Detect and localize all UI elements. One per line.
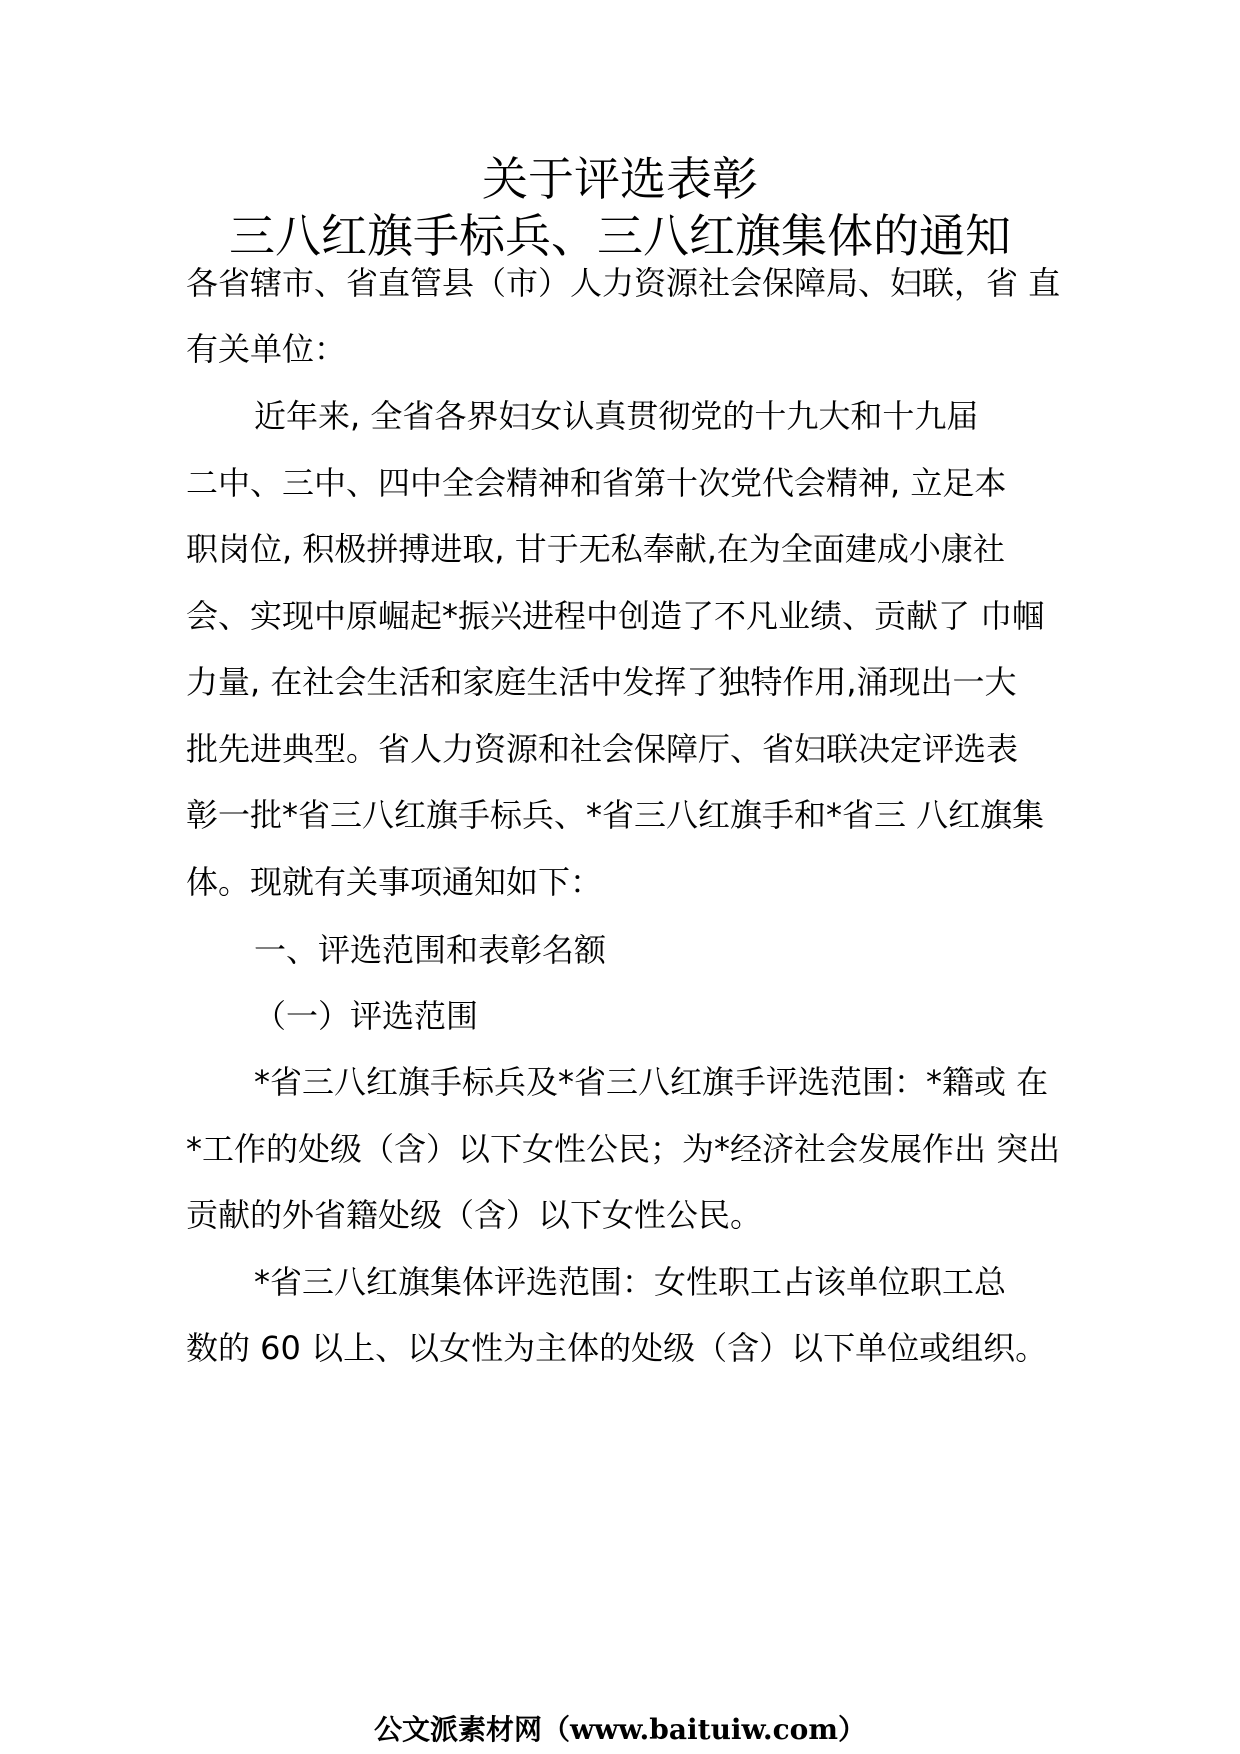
para3-line-2: 数的 60 以上、以女性为主体的处级（含）以下单位或组织。	[186, 1329, 1048, 1367]
para1-line-3: 职岗位, 积极拼搏进取, 甘于无私奉献,在为全面建成小康社	[186, 530, 1005, 568]
footer-watermark: 公文派素材网（www.baituiw.com）	[374, 1713, 866, 1746]
para1-line-5: 力量, 在社会生活和家庭生活中发挥了独特作用,涌现出一大	[186, 663, 1017, 701]
addressee-line-1: 各省辖市、省直管县（市）人力资源社会保障局、妇联，省 直	[186, 264, 1061, 302]
para2-line-1: *省三八红旗手标兵及*省三八红旗手评选范围：*籍或 在	[254, 1063, 1049, 1101]
para1-line-2: 二中、三中、四中全会精神和省第十次党代会精神, 立足本	[186, 464, 1007, 502]
para1-line-8: 体。现就有关事项通知如下：	[186, 863, 603, 901]
para3-line-1: *省三八红旗集体评选范围：女性职工占该单位职工总	[254, 1263, 1007, 1301]
para1-line-7: 彰一批*省三八红旗手标兵、*省三八红旗手和*省三 八红旗集	[186, 796, 1045, 834]
section-heading-1: 一、评选范围和表彰名额	[254, 931, 607, 969]
para2-line-2: *工作的处级（含）以下女性公民；为*经济社会发展作出 突出	[186, 1130, 1061, 1168]
title-line-2: 三八红旗手标兵、三八红旗集体的通知	[229, 209, 1011, 263]
section-heading-2: （一）评选范围	[254, 997, 479, 1035]
title-line-1: 关于评选表彰	[482, 152, 758, 206]
para2-line-3: 贡献的外省籍处级（含）以下女性公民。	[186, 1196, 763, 1234]
para1-line-1: 近年来, 全省各界妇女认真贯彻党的十九大和十九届	[254, 397, 979, 435]
addressee-line-2: 有关单位：	[186, 330, 347, 368]
para1-line-6: 批先进典型。省人力资源和社会保障厅、省妇联决定评选表	[186, 730, 1019, 768]
para1-line-4: 会、实现中原崛起*振兴进程中创造了不凡业绩、贡献了 巾帼	[186, 597, 1045, 635]
